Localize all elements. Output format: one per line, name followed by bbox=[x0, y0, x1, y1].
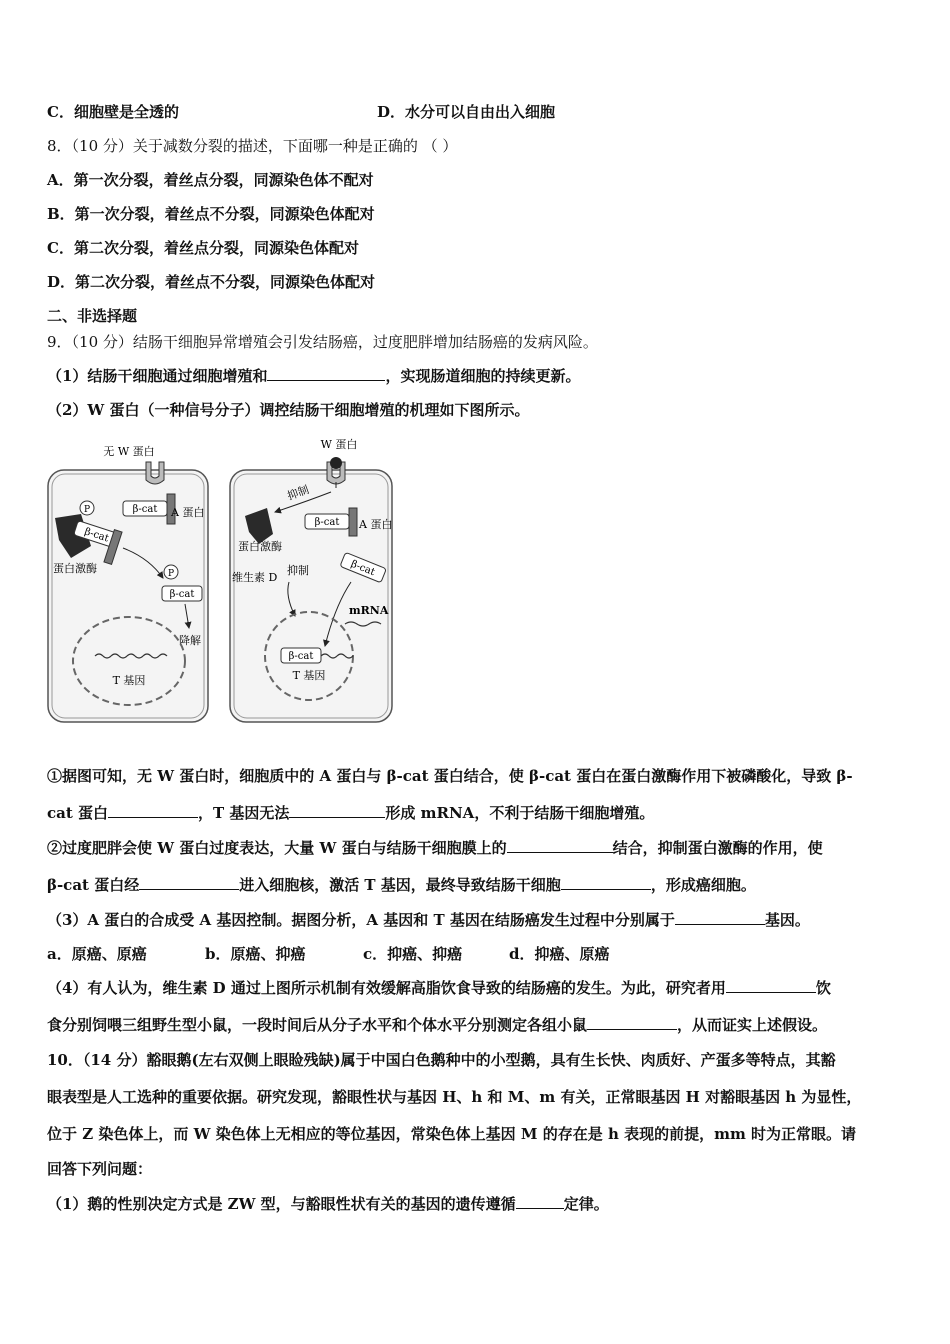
section-title: 二、非选择题 bbox=[47, 307, 138, 325]
q9-part2-2b: β-cat 蛋白经 进入细胞核，激活 T 基因，最终导致结肠干细胞 ，形成癌细胞。 bbox=[47, 876, 756, 894]
bcat-label-bound: β-cat bbox=[83, 526, 111, 545]
left-cell bbox=[48, 445, 208, 722]
q9-option-d: d．抑癌、原癌 bbox=[509, 945, 610, 963]
kinase-label: 蛋白激酶 bbox=[53, 562, 97, 575]
q9-part3: （3）A 蛋白的合成受 A 基因控制。据图分析，A 基因和 T 基因在结肠癌发生过程中分别属于 基因。 bbox=[47, 911, 810, 929]
q9-part4a: （4）有人认为，维生素 D 通过上图所示机制有效缓解高脂饮食导致的结肠癌的发生。为此，研究者用 饮 bbox=[47, 979, 831, 997]
answer-blank[interactable] bbox=[108, 803, 198, 818]
q7-option-d: D．水分可以自由出入细胞 bbox=[377, 103, 556, 121]
answer-blank[interactable] bbox=[587, 1015, 677, 1030]
svg-text:β-cat: β-cat bbox=[169, 589, 195, 600]
q9-part2-2a: ②过度肥胖会使 W 蛋白过度表达，大量 W 蛋白与结肠干细胞膜上的 结合，抑制蛋白激酶的作用，使 bbox=[47, 839, 823, 857]
q8-option-c: C．第二次分裂，着丝点分裂，同源染色体配对 bbox=[47, 239, 359, 257]
q8-option-d: D．第二次分裂，着丝点不分裂，同源染色体配对 bbox=[47, 273, 376, 291]
answer-blank[interactable] bbox=[675, 910, 765, 925]
q9-part2: （2）W 蛋白（一种信号分子）调控结肠干细胞增殖的机理如下图所示。 bbox=[47, 401, 530, 419]
a-protein-label: A 蛋白 bbox=[171, 506, 205, 519]
left-title-label: 无 W 蛋白 bbox=[103, 445, 155, 458]
kinase-label-right: 蛋白激酶 bbox=[238, 540, 282, 553]
svg-text:β-cat: β-cat bbox=[349, 558, 377, 579]
right-title-label: W 蛋白 bbox=[320, 438, 358, 451]
answer-blank[interactable] bbox=[516, 1194, 564, 1209]
inhibit-label-1: 抑制 bbox=[285, 483, 311, 503]
vitamin-d-label: 维生素 D bbox=[232, 571, 278, 584]
mrna-label: mRNA bbox=[349, 604, 389, 617]
q10-line-4: 回答下列问题： bbox=[47, 1160, 153, 1178]
q9-part4b: 食分别饲喂三组野生型小鼠，一段时间后从分子水平和个体水平分别测定各组小鼠 ，从而证实上述假设。 bbox=[47, 1016, 828, 1034]
w-protein-icon bbox=[330, 457, 342, 469]
answer-blank[interactable] bbox=[561, 875, 651, 890]
answer-blank[interactable] bbox=[507, 838, 613, 853]
q10-line-3: 位于 Z 染色体上，而 W 染色体上无相应的等位基因，常染色体上基因 M 的存在是 h 表现的前提，mm 时为正常眼。请 bbox=[47, 1125, 857, 1143]
svg-text:β-cat: β-cat bbox=[314, 517, 340, 528]
q10-line-1: 10．（14 分）豁眼鹅(左右双侧上眼睑残缺)属于中国白色鹅种中的小型鹅，具有生长快、肉质好、产蛋多等特点，其豁 bbox=[47, 1051, 836, 1069]
q9-option-b: b．原癌、抑癌 bbox=[205, 945, 306, 963]
a-protein-label-right: A 蛋白 bbox=[359, 518, 393, 531]
right-cell bbox=[230, 438, 392, 722]
bcat-label: β-cat bbox=[132, 504, 158, 515]
q7-option-c: C．细胞壁是全透的 bbox=[47, 103, 179, 121]
q9-stem: 9．（10 分）结肠干细胞异常增殖会引发结肠癌，过度肥胖增加结肠癌的发病风险。 bbox=[47, 333, 598, 351]
svg-text:P: P bbox=[167, 569, 175, 579]
q8-option-a: A．第一次分裂，着丝点分裂，同源染色体不配对 bbox=[47, 171, 374, 189]
t-gene-label-right: T 基因 bbox=[292, 669, 326, 682]
answer-blank[interactable] bbox=[726, 978, 816, 993]
q9-part2-1a: ①据图可知，无 W 蛋白时，细胞质中的 A 蛋白与 β-cat 蛋白结合，使 β-cat 蛋白在蛋白激酶作用下被磷酸化，导致 β- bbox=[47, 767, 853, 785]
q8-option-b: B．第一次分裂，着丝点不分裂，同源染色体配对 bbox=[47, 205, 375, 223]
q10-line-2: 眼表型是人工选种的重要依据。研究发现，豁眼性状与基因 H、h 和 M、m 有关，正常眼基因 H 对豁眼基因 h 为显性， bbox=[47, 1088, 862, 1106]
q9-option-a: a．原癌、原癌 bbox=[47, 945, 147, 963]
t-gene-label-left: T 基因 bbox=[112, 674, 146, 687]
answer-blank[interactable] bbox=[289, 803, 385, 818]
q8-stem: 8．（10 分）关于减数分裂的描述，下面哪一种是正确的 （ ） bbox=[47, 137, 458, 155]
phosphate-label: P bbox=[83, 505, 91, 515]
q9-part1: （1）结肠干细胞通过细胞增殖和 ，实现肠道细胞的持续更新。 bbox=[47, 367, 581, 385]
q9-part3-options bbox=[47, 944, 610, 964]
q10-part1: （1）鹅的性别决定方式是 ZW 型，与豁眼性状有关的基因的遗传遵循 定律。 bbox=[47, 1195, 609, 1213]
answer-blank[interactable] bbox=[267, 366, 385, 381]
q9-option-c: c．抑癌、抑癌 bbox=[363, 945, 463, 963]
answer-blank[interactable] bbox=[139, 875, 239, 890]
q9-part2-1b: cat 蛋白 ，T 基因无法 形成 mRNA，不利于结肠干细胞增殖。 bbox=[47, 804, 655, 822]
degrade-label: 降解 bbox=[179, 634, 201, 647]
inhibit-label-2: 抑制 bbox=[287, 564, 309, 577]
svg-text:β-cat: β-cat bbox=[288, 651, 314, 662]
w-protein-mechanism-diagram bbox=[45, 436, 395, 726]
